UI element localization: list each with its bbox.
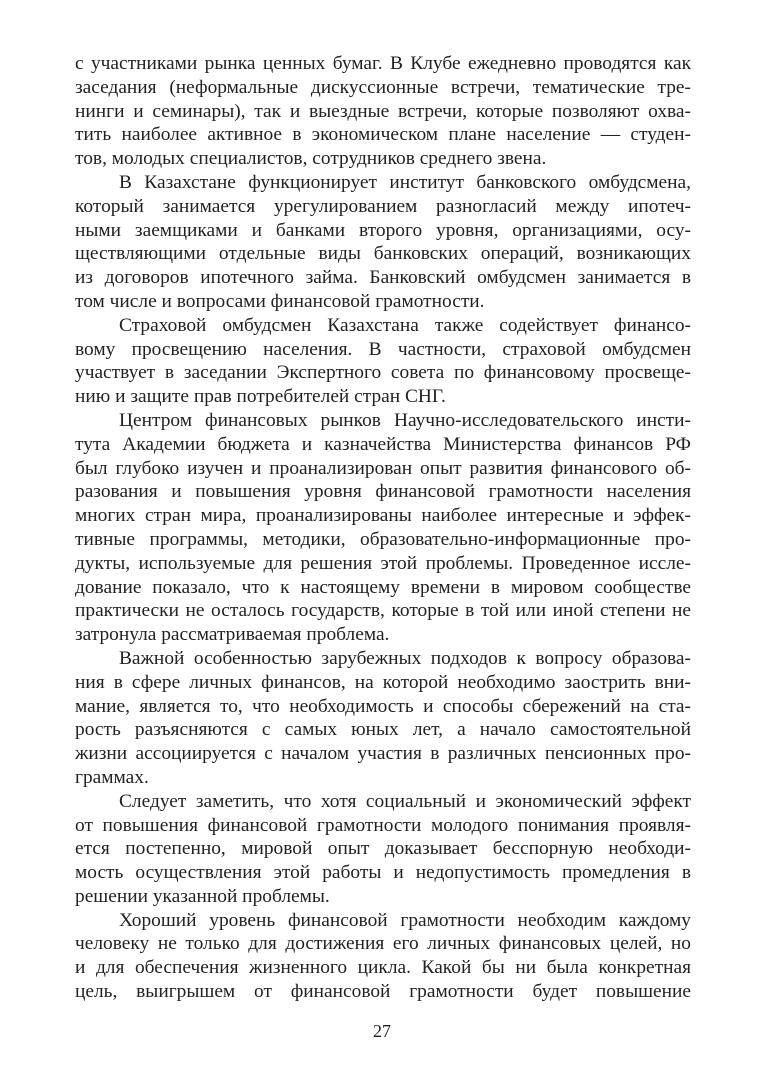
- text-line: рость разъясняются с самых юных лет, а начало самостоятельной: [75, 719, 691, 741]
- text-line: разования и повышения уровня финансовой грамотности населения: [75, 481, 691, 503]
- text-line: Важной особенностью зарубежных подходов к вопросу образова-: [119, 647, 691, 669]
- text-line: который занимается урегулированием разногласий между ипотеч-: [75, 195, 691, 217]
- text-line: жизни ассоциируется с началом участия в различных пенсионных про-: [75, 743, 691, 765]
- text-line: Центром финансовых рынков Научно-исследовательского инсти-: [119, 409, 691, 431]
- text-line: участвует в заседании Экспертного совета по финансовому просвеще-: [75, 362, 691, 384]
- text-line: тута Академии бюджета и казначейства Министерства финансов РФ: [75, 433, 691, 455]
- text-line: с участниками рынка ценных бумаг. В Клубе ежедневно проводятся как: [75, 53, 691, 74]
- text-line: затронула рассматриваемая проблема.: [75, 624, 390, 646]
- text-line: и для обеспечения жизненного цикла. Какой бы ни была конкретная: [75, 957, 691, 979]
- paragraph: [75, 790, 691, 909]
- text-line: Страховой омбудсмен Казахстана также содействует финансо-: [119, 314, 691, 336]
- text-line: Следует заметить, что хотя социальный и экономический эффект: [119, 790, 691, 812]
- paragraph: [75, 409, 691, 647]
- page-number: 27: [373, 1021, 391, 1041]
- paragraph: [75, 171, 691, 314]
- text-line: человеку не только для достижения его личных финансовых целей, но: [75, 933, 691, 955]
- paragraph: [75, 909, 691, 1004]
- text-line: граммах.: [75, 766, 149, 788]
- text-line: тов, молодых специалистов, сотрудников среднего звена.: [75, 148, 547, 170]
- text-line: тивные программы, методики, образовательно-информационные про-: [75, 528, 691, 550]
- text-line: от повышения финансовой грамотности молодого понимания проявля-: [75, 814, 691, 836]
- paragraph: [75, 647, 691, 790]
- text-line: В Казахстане функционирует институт банковского омбудсмена,: [119, 171, 691, 193]
- text-line: дукты, используемые для решения этой проблемы. Проведенное иссле-: [75, 552, 691, 574]
- text-line: ния в сфере личных финансов, на которой необходимо заострить вни-: [75, 671, 691, 693]
- text-line: нинги и семинары), так и выездные встречи, которые позволяют охва-: [75, 100, 691, 122]
- text-line: дование показало, что к настоящему времени в мировом сообществе: [75, 576, 691, 598]
- text-line: цель, выигрышем от финансовой грамотности будет повышение: [75, 981, 691, 1003]
- text-line: ными заемщиками и банками второго уровня, организациями, осу-: [75, 219, 691, 241]
- text-line: нию и защите прав потребителей стран СНГ.: [75, 386, 446, 408]
- text-line: ществляющими отдельные виды банковских операций, возникающих: [75, 243, 691, 265]
- text-line: решении указанной проблемы.: [75, 885, 330, 907]
- paragraph: [75, 52, 691, 171]
- text-line: тить наиболее активное в экономическом плане население — студен-: [75, 124, 691, 146]
- body-text: [75, 52, 691, 1004]
- text-line: заседания (неформальные дискуссионные встречи, тематические тре-: [75, 76, 691, 98]
- text-line: ется постепенно, мировой опыт доказывает бесспорную необходи-: [75, 838, 691, 860]
- text-line: был глубоко изучен и проанализирован опыт развития финансового об-: [75, 457, 691, 479]
- text-line: многих стран мира, проанализированы наиболее интересные и эффек-: [75, 505, 691, 527]
- paragraph: [75, 314, 691, 409]
- text-line: Хороший уровень финансовой грамотности необходим каждому: [119, 909, 691, 931]
- text-line: практически не осталось государств, которые в той или иной степени не: [75, 600, 691, 622]
- text-line: вому просвещению населения. В частности, страховой омбудсмен: [75, 338, 691, 360]
- text-line: том числе и вопросами финансовой грамотности.: [75, 290, 485, 312]
- text-line: из договоров ипотечного займа. Банковский омбудсмен занимается в: [75, 267, 691, 289]
- text-line: мость осуществления этой работы и недопустимость промедления в: [75, 862, 691, 884]
- text-line: мание, является то, что необходимость и способы сбережений на ста-: [75, 695, 691, 717]
